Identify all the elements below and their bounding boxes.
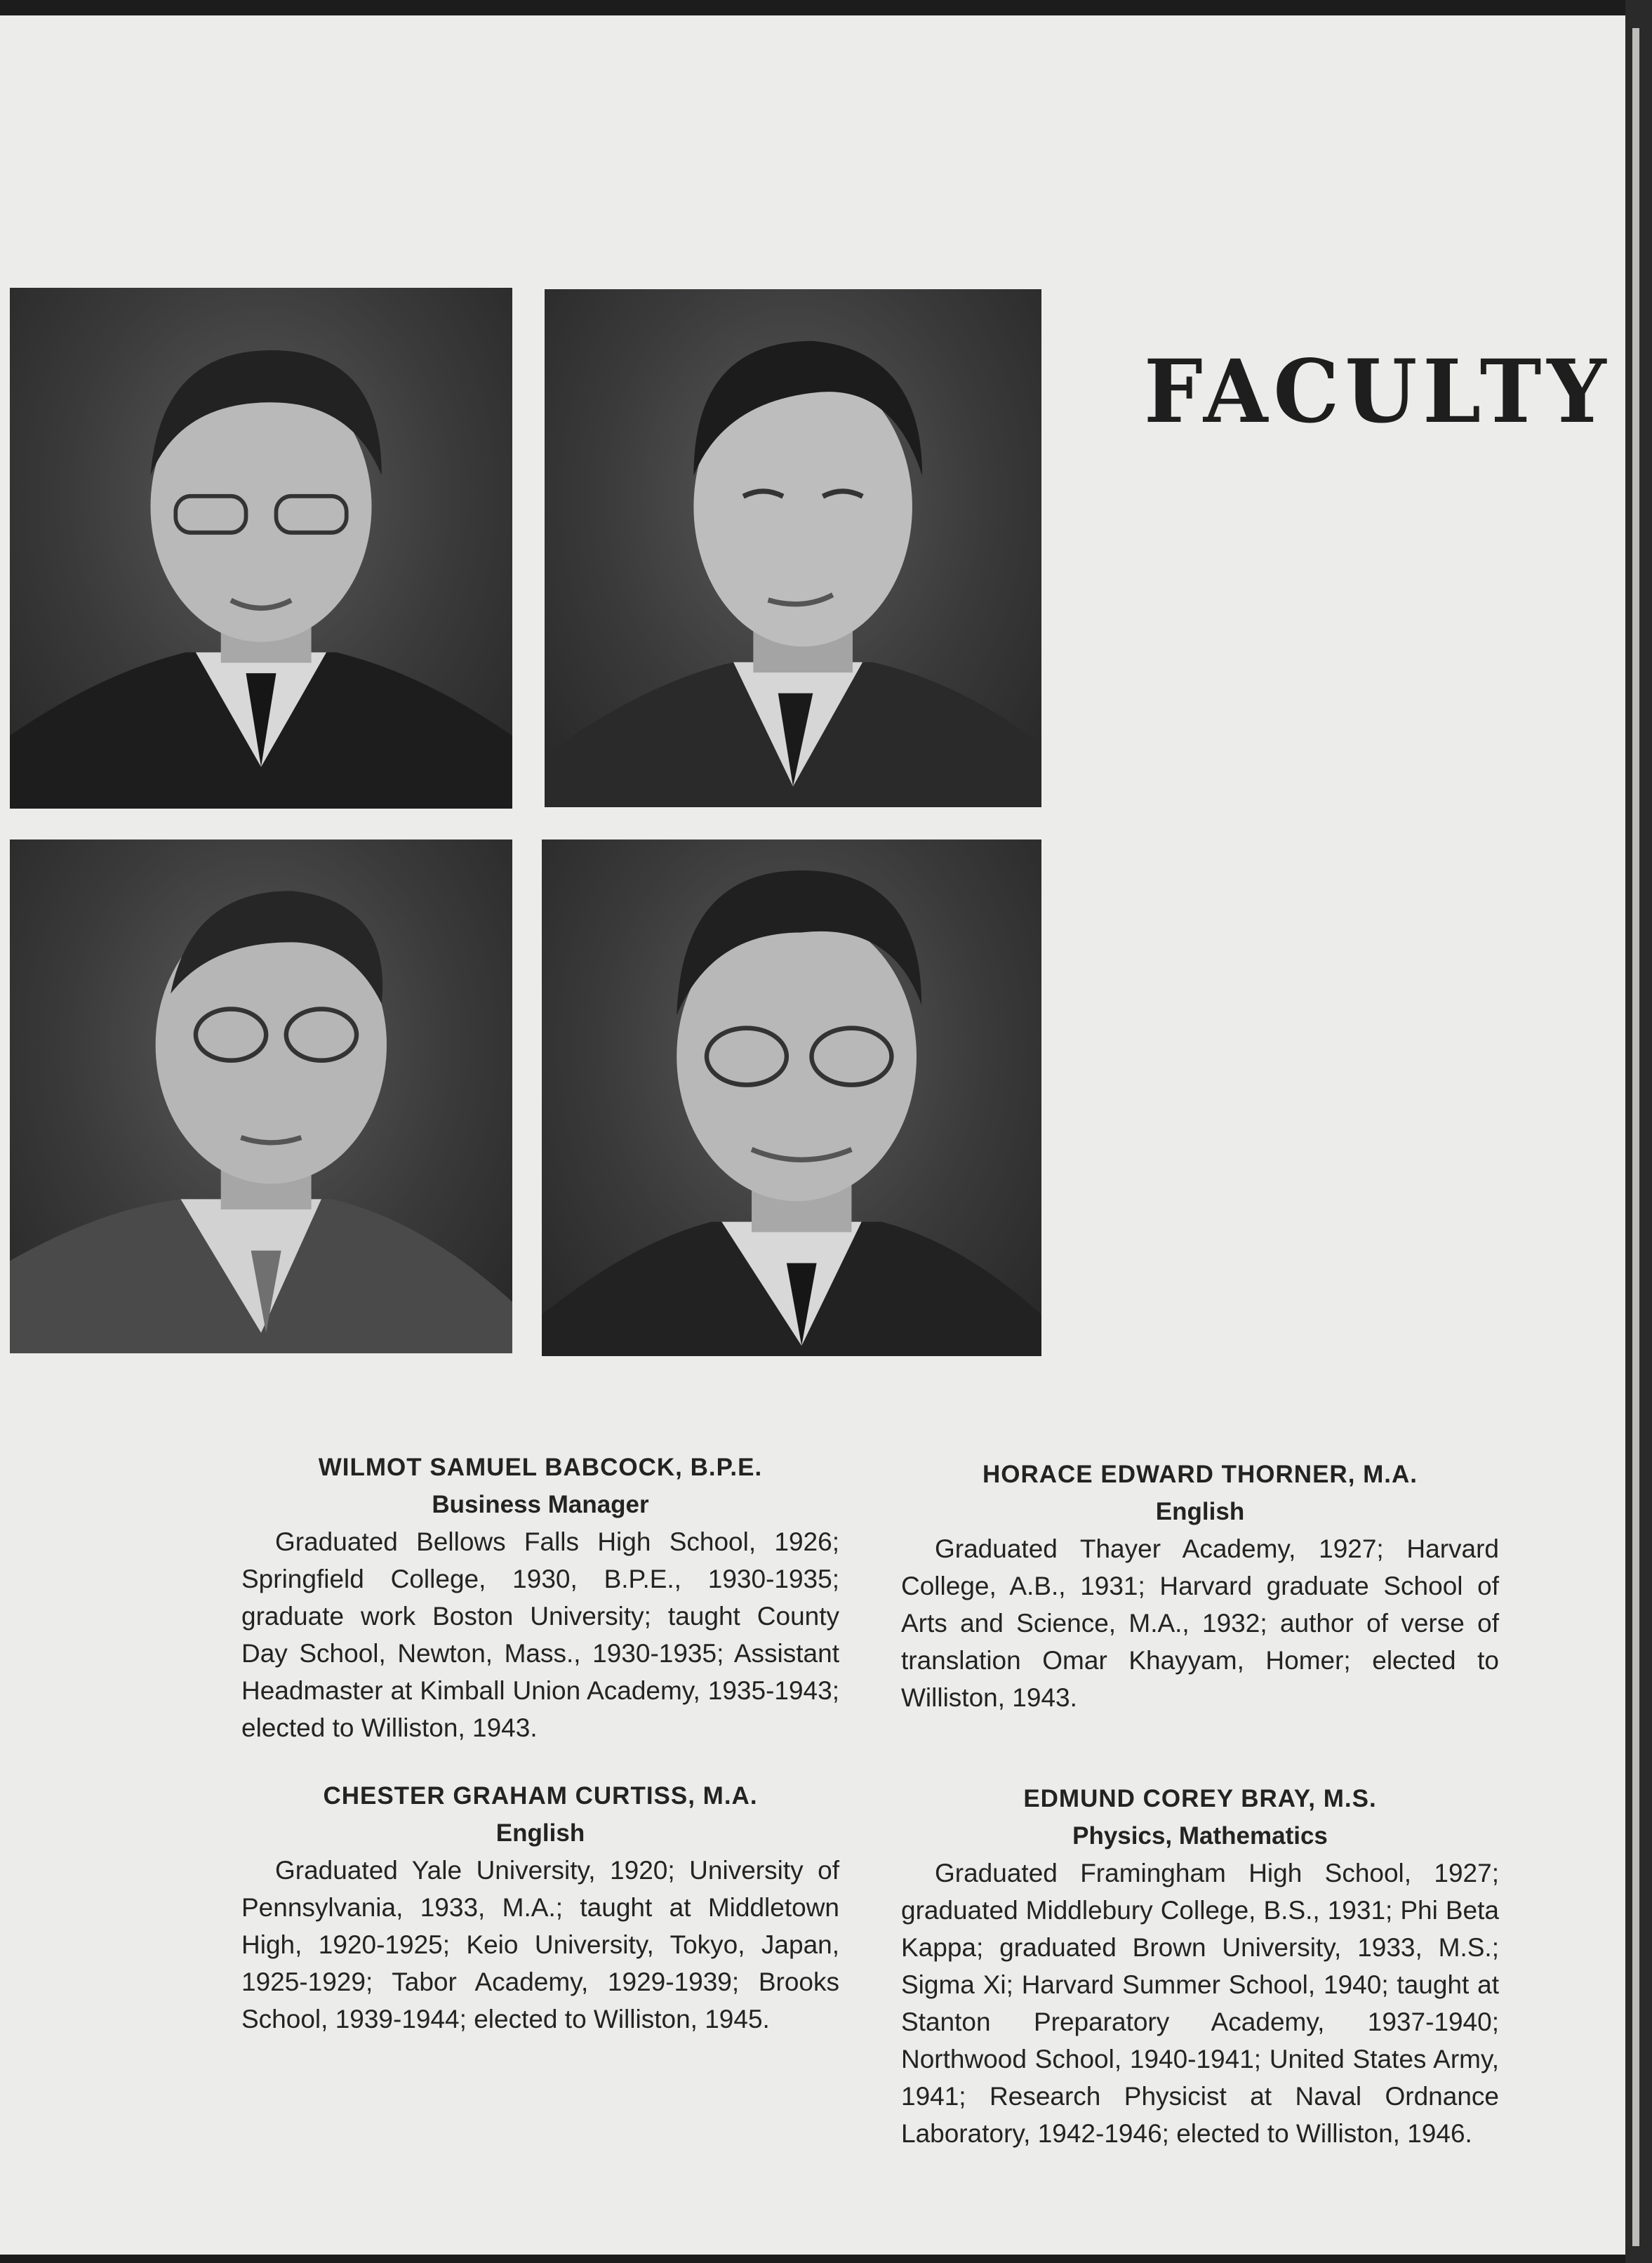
faculty-name: WILMOT SAMUEL BABCOCK, B.P.E. <box>318 1454 763 1481</box>
faculty-subject: Business Manager <box>432 1491 649 1518</box>
faculty-bio-text: Graduated Thayer Academy, 1927; Harvard College, A.B., 1931; Harvard graduate School of Arts and Science, M.A., 1932; author of verse of translation Omar Khayyam, Homer; elected to Williston, 1943. <box>901 1534 1499 1712</box>
bio-thorner <box>901 1456 1499 1716</box>
faculty-subject: Physics, Mathematics <box>1072 1822 1328 1850</box>
bio-curtiss <box>241 1777 839 2038</box>
faculty-bio-text: Graduated Framingham High School, 1927; graduated Middlebury College, B.S., 1931; Phi Beta Kappa; graduated Brown University, 1933, M.S.; Sigma Xi; Harvard Summer School, 1940; taught at Stanton Preparatory Academy, 1937-1940; Northwood School, 1940-1941; United States Army, 1941; Research Physicist at Naval Ordnance Laboratory, 1942-1946; elected to Williston, 1946. <box>901 1859 1499 2148</box>
portrait-top-right-icon <box>545 289 1041 807</box>
faculty-name: HORACE EDWARD THORNER, M.A. <box>982 1461 1418 1488</box>
faculty-bio-text: Graduated Bellows Falls High School, 1926; Springfield College, 1930, B.P.E., 1930-1935; graduate work Boston University; taught County Day School, Newton, Mass., 1930-1935; Assistant Headmaster at Kimball Union Academy, 1935-1943; elected to Williston, 1943. <box>241 1527 839 1742</box>
faculty-bio-text: Graduated Yale University, 1920; University of Pennsylvania, 1933, M.A.; taught at Middletown High, 1920-1925; Keio University, Tokyo, Japan, 1925-1929; Tabor Academy, 1929-1939; Brooks School, 1939-1944; elected to Williston, 1945. <box>241 1856 839 2033</box>
bio-babcock <box>241 1449 839 1746</box>
portrait-top-left-icon <box>10 288 512 809</box>
faculty-name: CHESTER GRAHAM CURTISS, M.A. <box>323 1782 758 1810</box>
portrait-photo-bottom-left <box>10 839 512 1353</box>
page-edge-highlight <box>1632 28 1639 2246</box>
bio-bray <box>901 1780 1499 2152</box>
portrait-photo-top-right <box>545 289 1041 807</box>
portrait-bottom-left-icon <box>10 839 512 1353</box>
page-title: FACULTY <box>1144 340 1612 443</box>
faculty-subject: English <box>495 1819 585 1847</box>
faculty-name: EDMUND COREY BRAY, M.S. <box>1023 1785 1377 1812</box>
faculty-subject: English <box>1155 1498 1245 1525</box>
portrait-photo-top-left <box>10 288 512 809</box>
portrait-photo-bottom-right <box>542 839 1041 1356</box>
portrait-bottom-right-icon <box>542 839 1041 1356</box>
